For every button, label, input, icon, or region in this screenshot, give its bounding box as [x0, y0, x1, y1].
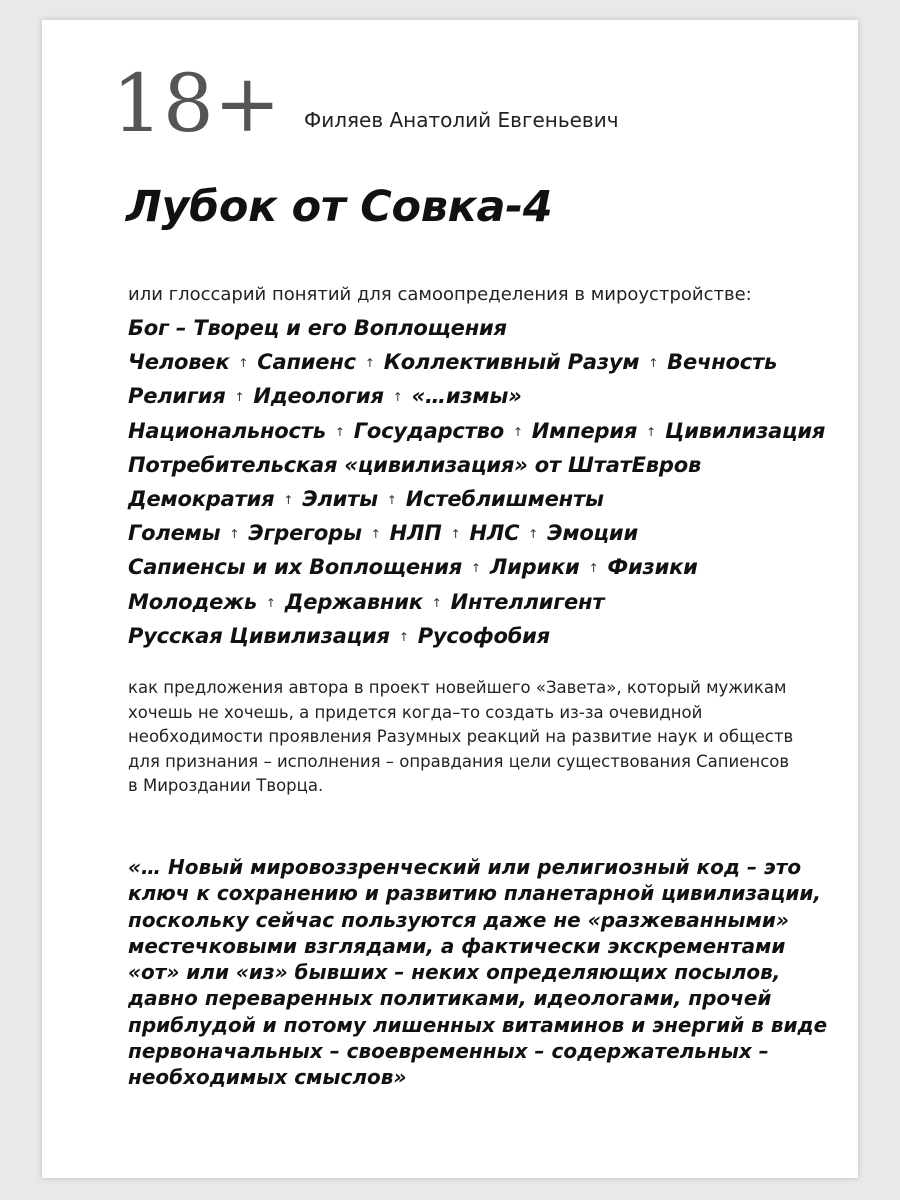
book-cover	[42, 20, 858, 1178]
epigraph-quote	[128, 854, 828, 1091]
arrow-up-icon: ↑	[431, 595, 442, 610]
glossary-term: «…измы»	[411, 384, 522, 409]
quote-line: «… Новый мировоззренческий или религиозный код – это	[128, 855, 802, 879]
author-name: Филяев Анатолий Евгеньевич	[304, 108, 619, 132]
arrow-up-icon: ↑	[588, 561, 599, 576]
glossary-line	[128, 453, 848, 487]
quote-line: ключ к сохранению и развитию планетарной цивилизации,	[128, 881, 821, 906]
glossary-term: Человек	[128, 350, 230, 375]
glossary-term: Интеллигент	[450, 589, 605, 614]
description-text	[128, 676, 828, 799]
glossary-term: Религия	[128, 384, 226, 409]
quote-line: необходимых смыслов»	[128, 1065, 407, 1090]
quote-line: местечковыми взглядами, а фактически экскрементами	[128, 933, 786, 958]
arrow-up-icon: ↑	[283, 492, 294, 507]
glossary-term: Коллективный Разум	[383, 350, 640, 375]
glossary-term: Сапиенсы и их Воплощения	[128, 555, 463, 580]
glossary-term: Национальность	[128, 418, 326, 443]
quote-line: давно переваренных политиками, идеологами, прочей	[128, 986, 772, 1011]
glossary-term: Лирики	[489, 555, 580, 580]
glossary-term: Элиты	[302, 486, 378, 511]
glossary-line	[128, 350, 848, 384]
glossary-term: Потребительская «цивилизация» от ШтатЕвров	[128, 452, 702, 477]
arrow-up-icon: ↑	[229, 527, 240, 542]
arrow-up-icon: ↑	[528, 527, 539, 542]
glossary-line	[128, 555, 848, 589]
arrow-up-icon: ↑	[450, 527, 461, 542]
glossary-term: НЛС	[469, 521, 520, 546]
glossary-term: Империя	[531, 418, 638, 443]
glossary-term: Русофобия	[417, 623, 550, 648]
description-line: хочешь не хочешь, а придется когда–то создать из-за очевидной	[128, 702, 703, 722]
glossary-term: Истеблишменты	[405, 486, 604, 511]
book-title: Лубок от Совка-4	[126, 182, 553, 232]
description-line: для признания – исполнения – оправдания цели существования Сапиенсов	[128, 751, 790, 771]
arrow-up-icon: ↑	[646, 424, 656, 439]
glossary-term: Государство	[353, 418, 504, 443]
age-rating: 18+	[112, 57, 281, 150]
glossary-term: Вечность	[667, 350, 778, 375]
glossary-line	[128, 384, 848, 418]
arrow-up-icon: ↑	[648, 356, 659, 371]
glossary-term: Физики	[607, 555, 698, 580]
arrow-up-icon: ↑	[398, 629, 409, 644]
glossary-line	[128, 487, 848, 521]
glossary-term: Големы	[128, 521, 221, 546]
arrow-up-icon: ↑	[364, 356, 375, 371]
arrow-up-icon: ↑	[370, 527, 381, 542]
glossary-term: Эгрегоры	[248, 521, 362, 546]
glossary-line	[128, 590, 848, 624]
arrow-up-icon: ↑	[334, 424, 345, 439]
quote-line: приблудой и потому лишенных витаминов и энергий в виде	[128, 1012, 828, 1037]
arrow-up-icon: ↑	[392, 390, 403, 405]
glossary-term: Демократия	[128, 486, 275, 511]
glossary-list	[128, 316, 848, 658]
quote-line: поскольку сейчас пользуются даже не «разжеванными»	[128, 907, 789, 932]
glossary-term: Сапиенс	[257, 350, 356, 375]
glossary-term: Идеология	[253, 384, 384, 409]
arrow-up-icon: ↑	[471, 561, 481, 576]
quote-line: «от» или «из» бывших – неких определяющих посылов,	[128, 960, 781, 985]
glossary-term: НЛП	[389, 521, 442, 546]
description-line: необходимости проявления Разумных реакций на развитие наук и обществ	[128, 727, 794, 746]
description-line: как предложения автора в проект новейшего «Завета», который мужикам	[128, 678, 787, 697]
arrow-up-icon: ↑	[386, 492, 397, 507]
glossary-term: Бог – Творец и его Воплощения	[128, 316, 507, 340]
glossary-term: Цивилизация	[664, 418, 826, 443]
arrow-up-icon: ↑	[234, 390, 245, 405]
arrow-up-icon: ↑	[512, 424, 523, 439]
book-subtitle: или глоссарий понятий для самоопределения в мироустройстве:	[128, 284, 752, 305]
arrow-up-icon: ↑	[265, 595, 276, 610]
glossary-term: Эмоции	[547, 521, 638, 546]
glossary-term: Молодежь	[128, 589, 257, 614]
description-line: в Мироздании Творца.	[128, 776, 324, 795]
glossary-line	[128, 316, 848, 350]
quote-line: первоначальных – своевременных – содержательных –	[128, 1039, 769, 1064]
glossary-term: Русская Цивилизация	[128, 623, 390, 648]
glossary-term: Державник	[284, 589, 423, 614]
glossary-line	[128, 419, 848, 453]
glossary-line	[128, 624, 848, 658]
glossary-line	[128, 521, 848, 555]
arrow-up-icon: ↑	[238, 356, 249, 371]
